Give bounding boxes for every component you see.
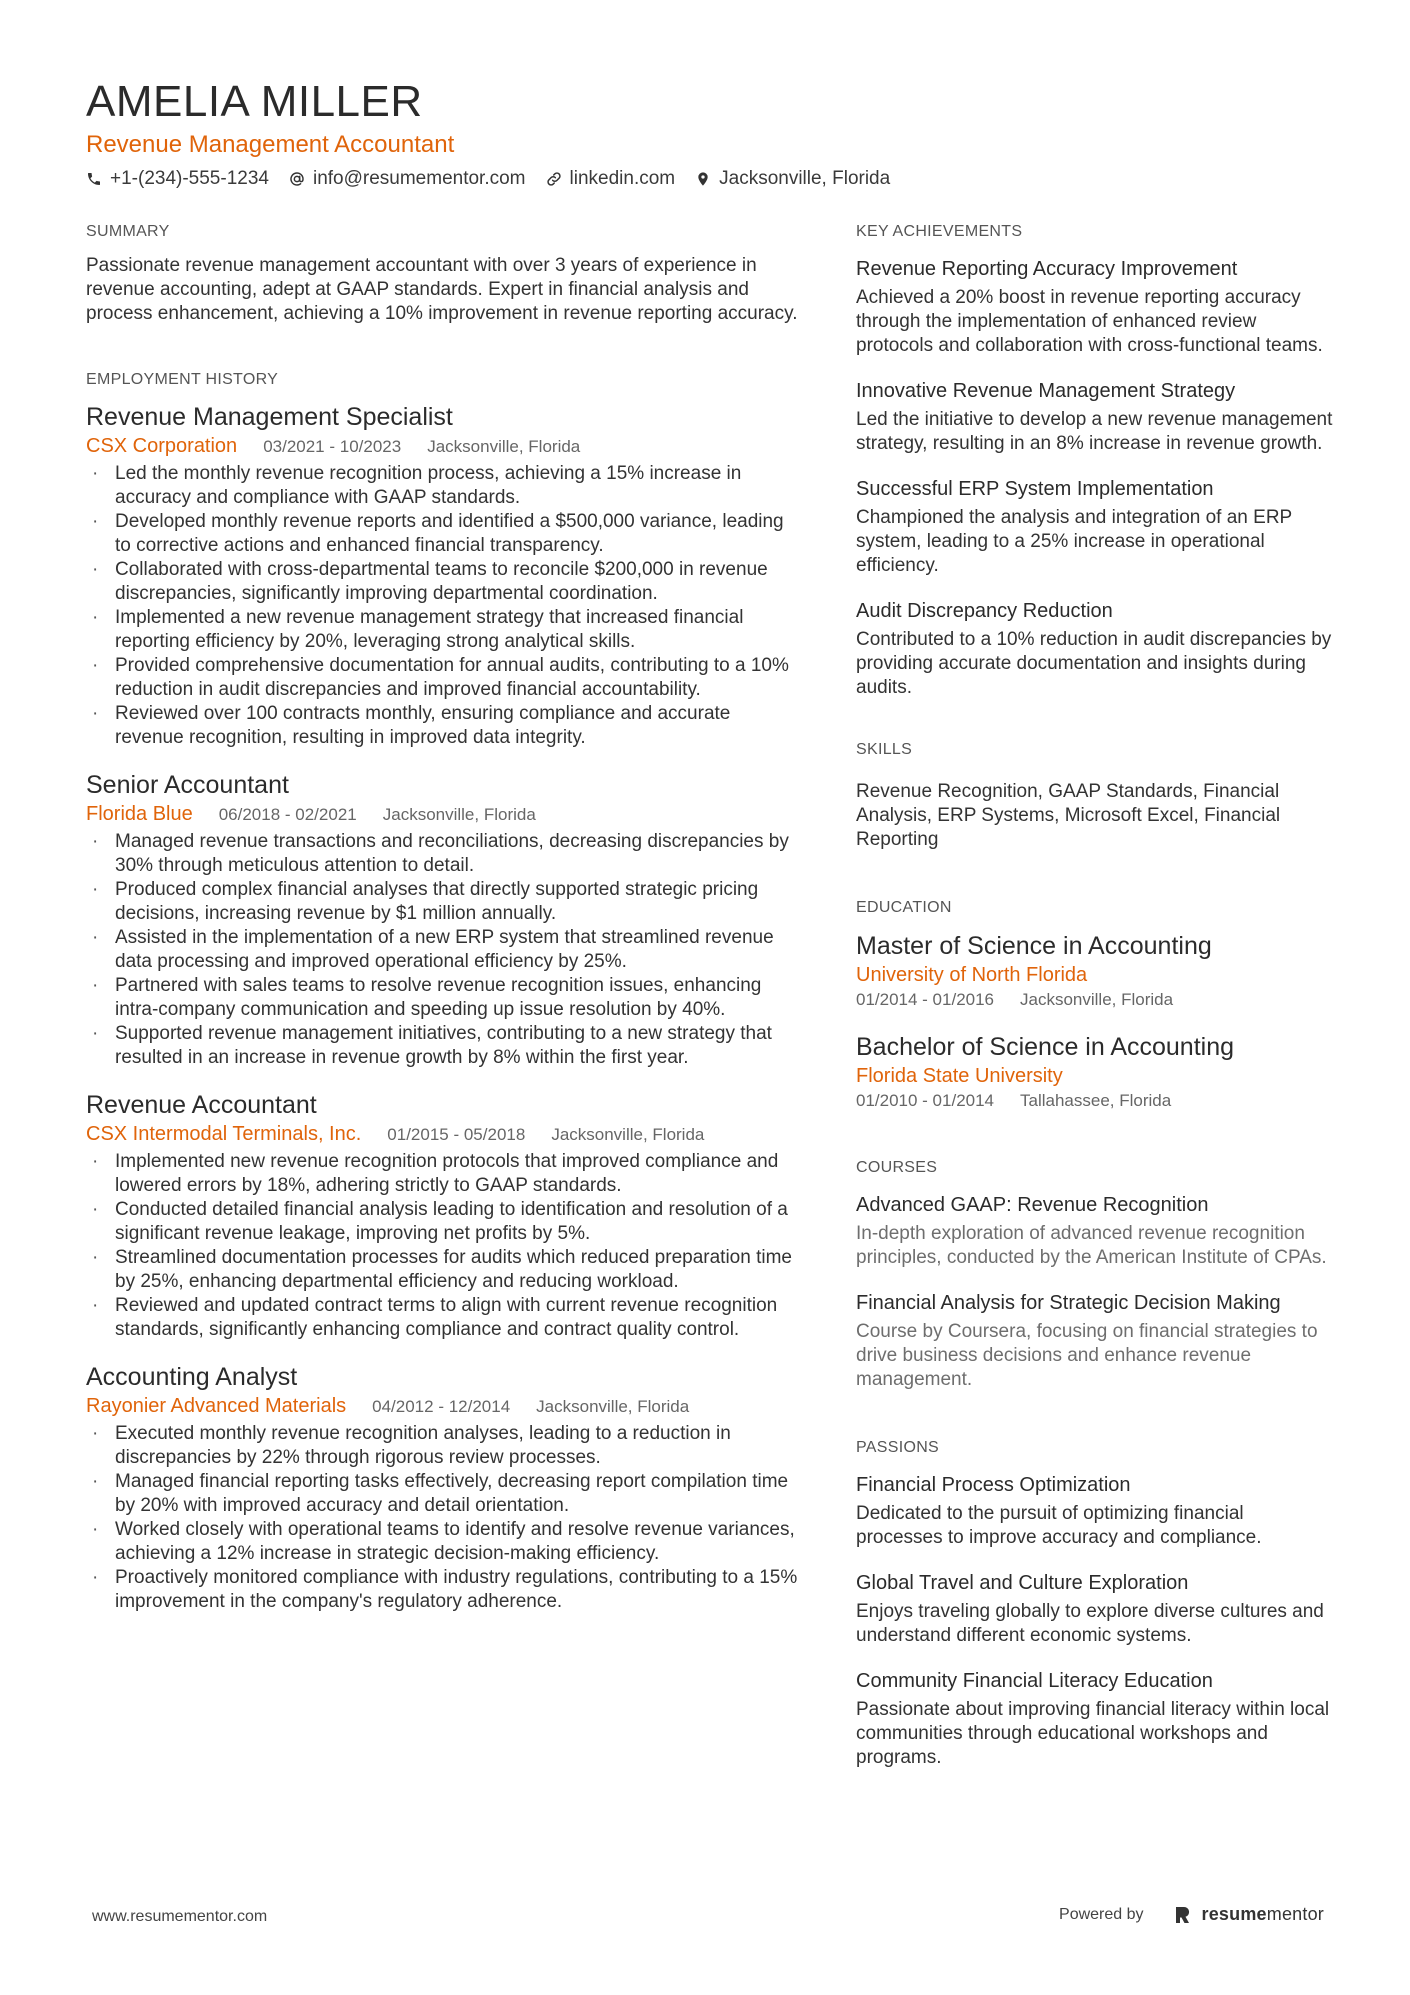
job-bullets bbox=[86, 1422, 802, 1614]
passion-item bbox=[856, 1570, 1334, 1648]
phone-icon bbox=[86, 171, 102, 187]
contact-phone[interactable] bbox=[86, 166, 269, 192]
courses-section bbox=[856, 1158, 1334, 1392]
job-meta bbox=[86, 1393, 802, 1420]
job-bullet: · Partnered with sales teams to resolve revenue recognition issues, enhancing intra-company communication and speeding up issue resolution by 40%. bbox=[86, 974, 802, 1022]
achievement-item bbox=[856, 378, 1334, 456]
job-meta bbox=[86, 433, 802, 460]
job-bullet: · Reviewed and updated contract terms to align with current revenue recognition standards, significantly enhancing compliance and contract quality control. bbox=[86, 1294, 802, 1342]
job-company: CSX Intermodal Terminals, Inc. bbox=[86, 1123, 362, 1145]
job-bullet: · Implemented a new revenue management strategy that increased financial reporting efficiency by 20%, leveraging strong analytical skills. bbox=[86, 606, 802, 654]
contact-bar bbox=[86, 166, 1324, 192]
right-column bbox=[856, 222, 1334, 1770]
job-meta bbox=[86, 801, 802, 828]
education-location: Tallahassee, Florida bbox=[1020, 1091, 1172, 1110]
job-location: Jacksonville, Florida bbox=[536, 1397, 690, 1416]
job-bullet: · Developed monthly revenue reports and identified a $500,000 variance, leading to corrective actions and enhanced financial transparency. bbox=[86, 510, 802, 558]
course-item bbox=[856, 1192, 1334, 1270]
resume-header bbox=[86, 76, 1324, 192]
summary-section bbox=[86, 222, 802, 326]
achievement-item bbox=[856, 598, 1334, 700]
resumementor-logo-icon bbox=[1174, 1905, 1192, 1925]
candidate-name: AMELIA MILLER bbox=[86, 77, 423, 126]
job-title: Revenue Management Specialist bbox=[86, 403, 453, 431]
job-title: Revenue Accountant bbox=[86, 1091, 317, 1119]
job-title: Accounting Analyst bbox=[86, 1363, 298, 1391]
passion-title: Global Travel and Culture Exploration bbox=[856, 1572, 1189, 1594]
course-desc: In-depth exploration of advanced revenue recognition principles, conducted by the American Institute of CPAs. bbox=[856, 1223, 1327, 1268]
employment-section bbox=[86, 370, 802, 1614]
job-bullets bbox=[86, 830, 802, 1070]
job-dates: 01/2015 - 05/2018 bbox=[387, 1125, 526, 1144]
job-dates: 06/2018 - 02/2021 bbox=[218, 805, 357, 824]
passions-section bbox=[856, 1438, 1334, 1770]
at-icon bbox=[289, 171, 305, 187]
course-desc: Course by Coursera, focusing on financial strategies to drive business decisions and enhance revenue management. bbox=[856, 1321, 1318, 1390]
employment-heading: EMPLOYMENT HISTORY bbox=[86, 371, 279, 388]
passion-desc: Passionate about improving financial literacy within local communities through educational workshops and programs. bbox=[856, 1699, 1330, 1768]
course-item bbox=[856, 1290, 1334, 1392]
skills-section bbox=[856, 740, 1334, 852]
job-entry bbox=[86, 1362, 802, 1614]
job-bullet: · Conducted detailed financial analysis leading to identification and resolution of a significant revenue leakage, improving net profits by 5%. bbox=[86, 1198, 802, 1246]
achievement-desc: Contributed to a 10% reduction in audit discrepancies by providing accurate documentation and insights during audits. bbox=[856, 629, 1332, 698]
job-meta bbox=[86, 1121, 802, 1148]
passion-desc: Enjoys traveling globally to explore diverse cultures and understand different economic systems. bbox=[856, 1601, 1324, 1646]
skills-heading: SKILLS bbox=[856, 741, 913, 758]
achievement-item bbox=[856, 256, 1334, 358]
education-school: Florida State University bbox=[856, 1065, 1063, 1087]
job-bullet: · Managed financial reporting tasks effectively, decreasing report compilation time by 20% with improved accuracy and detail orientation. bbox=[86, 1470, 802, 1518]
achievement-desc: Led the initiative to develop a new revenue management strategy, resulting in an 8% increase in revenue growth. bbox=[856, 409, 1333, 454]
job-bullet: · Assisted in the implementation of a new ERP system that streamlined revenue data processing and improved operational efficiency by 25%. bbox=[86, 926, 802, 974]
summary-text: Passionate revenue management accountant with over 3 years of experience in revenue accounting, adept at GAAP standards. Expert in financial analysis and process enhancement, achieving a 10% improvement in revenue reporting accuracy. bbox=[86, 255, 798, 324]
brand-name-bold: resume bbox=[1201, 1904, 1267, 1924]
achievements-heading: KEY ACHIEVEMENTS bbox=[856, 223, 1023, 240]
job-bullet: · Proactively monitored compliance with industry regulations, contributing to a 15% improvement in the company's regulatory adherence. bbox=[86, 1566, 802, 1614]
job-bullet: · Managed revenue transactions and reconciliations, decreasing discrepancies by 30% through meticulous attention to detail. bbox=[86, 830, 802, 878]
passion-desc: Dedicated to the pursuit of optimizing financial processes to improve accuracy and compliance. bbox=[856, 1503, 1262, 1548]
education-dates: 01/2010 - 01/2014 bbox=[856, 1091, 995, 1110]
job-bullet: · Streamlined documentation processes for audits which reduced preparation time by 25%, enhancing departmental efficiency and reducing workload. bbox=[86, 1246, 802, 1294]
achievement-title: Successful ERP System Implementation bbox=[856, 478, 1214, 500]
candidate-role: Revenue Management Accountant bbox=[86, 131, 455, 158]
contact-location bbox=[695, 166, 890, 192]
course-title: Financial Analysis for Strategic Decision Making bbox=[856, 1292, 1281, 1314]
education-school: University of North Florida bbox=[856, 964, 1088, 986]
job-dates: 04/2012 - 12/2014 bbox=[372, 1397, 511, 1416]
job-company: CSX Corporation bbox=[86, 435, 238, 457]
skills-text: Revenue Recognition, GAAP Standards, Financial Analysis, ERP Systems, Microsoft Excel, Financial Reporting bbox=[856, 781, 1281, 850]
job-title: Senior Accountant bbox=[86, 771, 289, 799]
job-bullet: · Executed monthly revenue recognition analyses, leading to a reduction in discrepancies by 22% through rigorous review processes. bbox=[86, 1422, 802, 1470]
job-location: Jacksonville, Florida bbox=[551, 1125, 705, 1144]
passion-item bbox=[856, 1472, 1334, 1550]
job-entry bbox=[86, 402, 802, 750]
job-company: Florida Blue bbox=[86, 803, 193, 825]
contact-linkedin-text: linkedin.com bbox=[569, 168, 676, 189]
footer-website-link[interactable]: www.resumementor.com bbox=[92, 1908, 268, 1925]
achievement-desc: Achieved a 20% boost in revenue reporting accuracy through the implementation of enhanced review protocols and collaboration with cross-functional teams. bbox=[856, 287, 1323, 356]
job-location: Jacksonville, Florida bbox=[427, 437, 581, 456]
achievement-desc: Championed the analysis and integration of an ERP system, leading to a 25% increase in operational efficiency. bbox=[856, 507, 1292, 576]
achievement-title: Audit Discrepancy Reduction bbox=[856, 600, 1113, 622]
education-location: Jacksonville, Florida bbox=[1020, 990, 1174, 1009]
passions-heading: PASSIONS bbox=[856, 1439, 940, 1456]
job-bullet: · Reviewed over 100 contracts monthly, ensuring compliance and accurate revenue recognition, resulting in improved data integrity. bbox=[86, 702, 802, 750]
achievement-title: Innovative Revenue Management Strategy bbox=[856, 380, 1236, 402]
education-dates: 01/2014 - 01/2016 bbox=[856, 990, 995, 1009]
job-bullet: · Produced complex financial analyses that directly supported strategic pricing decisions, increasing revenue by $1 million annually. bbox=[86, 878, 802, 926]
job-entry bbox=[86, 1090, 802, 1342]
powered-by-label: Powered by bbox=[1059, 1905, 1144, 1923]
achievements-section bbox=[856, 222, 1334, 700]
contact-location-text: Jacksonville, Florida bbox=[719, 168, 891, 189]
link-icon bbox=[546, 171, 562, 187]
education-item bbox=[856, 1031, 1334, 1112]
job-bullets bbox=[86, 462, 802, 750]
education-degree: Bachelor of Science in Accounting bbox=[856, 1033, 1235, 1061]
education-section bbox=[856, 898, 1334, 1112]
achievement-title: Revenue Reporting Accuracy Improvement bbox=[856, 258, 1238, 280]
education-degree: Master of Science in Accounting bbox=[856, 932, 1212, 960]
passion-title: Community Financial Literacy Education bbox=[856, 1670, 1213, 1692]
contact-linkedin[interactable] bbox=[546, 166, 676, 192]
job-bullet: · Collaborated with cross-departmental teams to reconcile $200,000 in revenue discrepancies, significantly improving departmental coordination. bbox=[86, 558, 802, 606]
job-bullet: · Worked closely with operational teams to identify and resolve revenue variances, achieving a 12% increase in strategic decision-making efficiency. bbox=[86, 1518, 802, 1566]
footer-brand[interactable] bbox=[1059, 1904, 1324, 1925]
job-bullet: · Supported revenue management initiatives, contributing to a new strategy that resulted in an increase in revenue growth by 8% within the first year. bbox=[86, 1022, 802, 1070]
job-company: Rayonier Advanced Materials bbox=[86, 1395, 347, 1417]
education-meta bbox=[856, 1090, 1334, 1112]
education-meta bbox=[856, 989, 1334, 1011]
courses-heading: COURSES bbox=[856, 1159, 938, 1176]
job-dates: 03/2021 - 10/2023 bbox=[263, 437, 402, 456]
location-pin-icon bbox=[695, 171, 711, 187]
passion-title: Financial Process Optimization bbox=[856, 1474, 1131, 1496]
contact-email[interactable] bbox=[289, 166, 526, 192]
passion-item bbox=[856, 1668, 1334, 1770]
education-item bbox=[856, 930, 1334, 1011]
education-heading: EDUCATION bbox=[856, 899, 952, 916]
job-location: Jacksonville, Florida bbox=[382, 805, 536, 824]
contact-email-text: info@resumementor.com bbox=[312, 168, 526, 189]
job-bullet: · Implemented new revenue recognition protocols that improved compliance and lowered errors by 18%, adhering strictly to GAAP standards. bbox=[86, 1150, 802, 1198]
achievement-item bbox=[856, 476, 1334, 578]
summary-heading: SUMMARY bbox=[86, 223, 170, 240]
job-bullet: · Led the monthly revenue recognition process, achieving a 15% increase in accuracy and compliance with GAAP standards. bbox=[86, 462, 802, 510]
brand-name-rest: mentor bbox=[1266, 1904, 1324, 1924]
job-entry bbox=[86, 770, 802, 1070]
job-bullets bbox=[86, 1150, 802, 1342]
job-bullet: · Provided comprehensive documentation for annual audits, contributing to a 10% reduction in audit discrepancies and improved financial accountability. bbox=[86, 654, 802, 702]
contact-phone-text: +1-(234)-555-1234 bbox=[110, 168, 269, 189]
course-title: Advanced GAAP: Revenue Recognition bbox=[856, 1194, 1209, 1216]
brand-name bbox=[1202, 1904, 1324, 1925]
left-column bbox=[86, 222, 802, 1614]
